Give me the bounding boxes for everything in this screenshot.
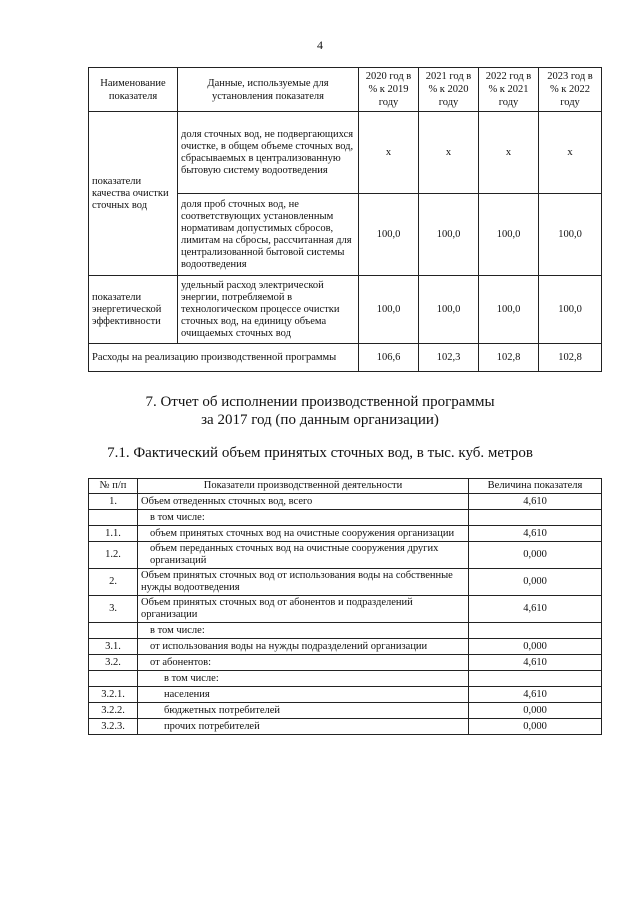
cell-2022: х (479, 112, 539, 194)
cell-2023: 100,0 (539, 276, 602, 344)
group-energy: показатели энергетической эффективности (89, 276, 178, 344)
row-num: 1.2. (89, 542, 138, 569)
header-num: № п/п (89, 479, 138, 494)
cell-2020: 100,0 (359, 276, 419, 344)
row-num: 2. (89, 569, 138, 596)
row-num: 1.1. (89, 526, 138, 542)
cell-2023: 100,0 (539, 194, 602, 276)
table-row (89, 526, 602, 542)
header-value: Величина показателя (469, 479, 602, 494)
cell-2021: 100,0 (419, 276, 479, 344)
row-label: от абонентов: (138, 655, 469, 671)
row-value: 4,610 (469, 526, 602, 542)
row-num: 3. (89, 596, 138, 623)
table-row (89, 639, 602, 655)
table-row (89, 719, 602, 735)
cell-2020: х (359, 112, 419, 194)
cell-2021: 102,3 (419, 344, 479, 372)
section-7-title-line1: 7. Отчет об исполнении производственной программы (145, 394, 495, 410)
header-2022: 2022 год в % к 2021 году (479, 68, 539, 112)
row-num: 3.2.2. (89, 703, 138, 719)
table-row (89, 623, 602, 639)
cell-2022: 100,0 (479, 194, 539, 276)
table-row (89, 344, 602, 372)
row-label: объем принятых сточных вод на очистные сооружения организации (138, 526, 469, 542)
row-label: Объем принятых сточных вод от абонентов и подразделений организации (138, 596, 469, 623)
cell-2020: 100,0 (359, 194, 419, 276)
table-row (89, 687, 602, 703)
row-value: 0,000 (469, 703, 602, 719)
row-value (469, 623, 602, 639)
row-value: 0,000 (469, 569, 602, 596)
row-num: 3.2.1. (89, 687, 138, 703)
row-num: 3.2. (89, 655, 138, 671)
row-num (89, 510, 138, 526)
table-header-row (89, 479, 602, 494)
row-value: 4,610 (469, 655, 602, 671)
header-name: Наименование показателя (89, 68, 178, 112)
group-quality: показатели качества очистки сточных вод (89, 112, 178, 276)
section-7-title-line2: за 2017 год (по данным организации) (201, 412, 439, 428)
cell-2022: 102,8 (479, 344, 539, 372)
cell-2021: 100,0 (419, 194, 479, 276)
header-indicator: Показатели производственной деятельности (138, 479, 469, 494)
row-label: Объем отведенных сточных вод, всего (138, 494, 469, 510)
wastewater-volume-table (88, 478, 602, 735)
cell-2020: 106,6 (359, 344, 419, 372)
table-row (89, 596, 602, 623)
row-value (469, 671, 602, 687)
cell-2023: х (539, 112, 602, 194)
row-label: в том числе: (138, 510, 469, 526)
row-data: доля проб сточных вод, не соответствующих установленным нормативам допустимых сбросов, лимитам на сбросы, рассчитанная для централизованной бытовой системы водоотведения (178, 194, 359, 276)
table-row (89, 276, 602, 344)
table-row (89, 655, 602, 671)
row-label: в том числе: (138, 671, 469, 687)
row-num (89, 623, 138, 639)
header-2021: 2021 год в % к 2020 году (419, 68, 479, 112)
cell-2021: х (419, 112, 479, 194)
table-row (89, 671, 602, 687)
table-row (89, 703, 602, 719)
row-num: 1. (89, 494, 138, 510)
row-value: 0,000 (469, 542, 602, 569)
row-num: 3.1. (89, 639, 138, 655)
expenses-label: Расходы на реализацию производственной программы (89, 344, 359, 372)
page-number: 4 (317, 38, 323, 52)
table-row (89, 569, 602, 596)
row-label: Объем принятых сточных вод от использования воды на собственные нужды водоотведения (138, 569, 469, 596)
row-value: 4,610 (469, 596, 602, 623)
row-label: от использования воды на нужды подразделений организации (138, 639, 469, 655)
table-row (89, 510, 602, 526)
header-2020: 2020 год в % к 2019 году (359, 68, 419, 112)
table-row (89, 542, 602, 569)
table-header-row (89, 68, 602, 112)
table-row (89, 494, 602, 510)
header-data: Данные, используемые для установления показателя (178, 68, 359, 112)
row-label: населения (138, 687, 469, 703)
table-row (89, 112, 602, 194)
row-data: удельный расход электрической энергии, потребляемой в технологическом процессе очистки сточных вод, на единицу объема очищаемых сточных вод (178, 276, 359, 344)
row-label: объем переданных сточных вод на очистные сооружения других организаций (138, 542, 469, 569)
row-label: прочих потребителей (138, 719, 469, 735)
row-value: 0,000 (469, 639, 602, 655)
row-label: в том числе: (138, 623, 469, 639)
indicators-table (88, 67, 602, 372)
row-value: 0,000 (469, 719, 602, 735)
row-value: 4,610 (469, 494, 602, 510)
cell-2023: 102,8 (539, 344, 602, 372)
row-value (469, 510, 602, 526)
row-data: доля сточных вод, не подвергающихся очистке, в общем объеме сточных вод, сбрасываемых в централизованную бытовую систему водоотведения (178, 112, 359, 194)
cell-2022: 100,0 (479, 276, 539, 344)
row-num (89, 671, 138, 687)
header-2023: 2023 год в % к 2022 году (539, 68, 602, 112)
row-label: бюджетных потребителей (138, 703, 469, 719)
row-value: 4,610 (469, 687, 602, 703)
row-num: 3.2.3. (89, 719, 138, 735)
section-7-1-title: 7.1. Фактический объем принятых сточных вод, в тыс. куб. метров (107, 445, 533, 461)
